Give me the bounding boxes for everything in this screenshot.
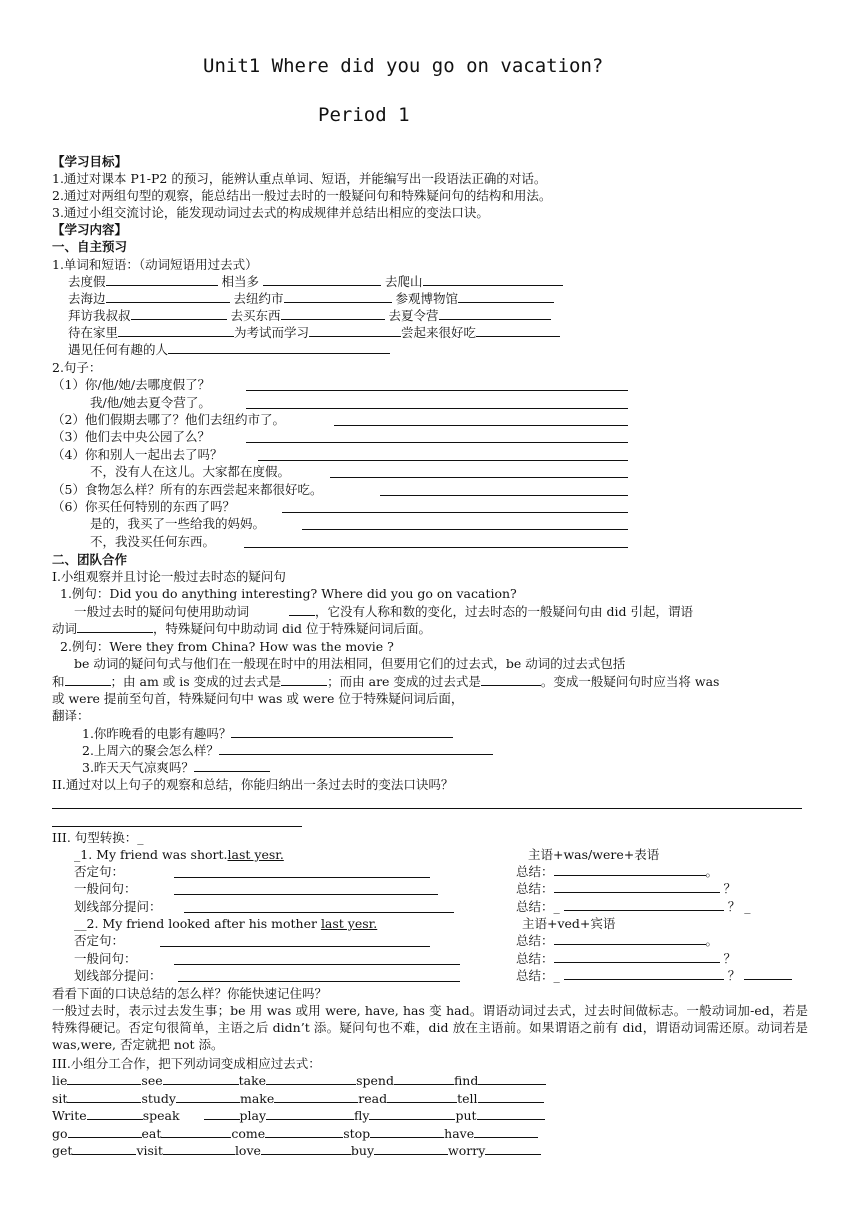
verb-row [52, 1072, 546, 1089]
blank-line[interactable] [168, 341, 390, 354]
text: 总结： [516, 864, 554, 879]
blank-line[interactable] [394, 1072, 454, 1085]
answer-line[interactable] [246, 376, 628, 391]
summary-line: 总结：_ ？ _ [516, 899, 751, 914]
text: 1.你昨晚看的电影有趣吗？ [82, 726, 232, 741]
verb: buy [350, 1143, 375, 1158]
vocab-item: 去海边 [68, 291, 106, 306]
answer-line[interactable] [184, 898, 454, 913]
verb: put [455, 1108, 477, 1123]
answer-line[interactable] [174, 863, 430, 878]
goal-1: 1.通过对课本 P1-P2 的预习，能辨认重点单词、短语，并能编写出一段语法正确的对话。 [52, 171, 547, 186]
text: ，特殊疑问句中助动词 did 位于特殊疑问词后面。 [153, 621, 431, 636]
verb: see [141, 1073, 163, 1088]
verb-row [52, 1090, 544, 1107]
vocab-item: 尝起来很好吃 [401, 325, 477, 340]
summary-line: 总结：_ ？ [516, 967, 792, 984]
text: ，它没有人称和数的变化，过去时态的一般疑问句由 did 引起，谓语 [315, 604, 693, 619]
verb: lie [52, 1073, 68, 1088]
blank-line[interactable] [478, 1090, 544, 1103]
blank-line[interactable] [439, 307, 551, 320]
blank-line[interactable] [309, 324, 401, 337]
blank-line[interactable] [176, 1090, 240, 1103]
blank-line[interactable] [474, 1125, 538, 1138]
verb: take [238, 1073, 267, 1088]
verb: love [234, 1143, 261, 1158]
blank-line[interactable] [263, 273, 381, 286]
yes-q-label: 一般问句： [74, 881, 137, 896]
answer-line[interactable] [330, 463, 628, 478]
blank-line[interactable] [554, 932, 706, 945]
text: 总结： [516, 881, 554, 896]
blank-line[interactable] [554, 880, 720, 893]
blank-line[interactable] [481, 673, 541, 686]
verb: read [358, 1091, 388, 1106]
unit-title: Unit1 Where did you go on vacation? [203, 55, 604, 77]
answer-line[interactable] [52, 812, 302, 827]
blank-line[interactable] [554, 950, 720, 963]
answer-line[interactable] [160, 932, 430, 947]
transform-1 [74, 846, 284, 863]
sentence-text: （5）食物怎么样？所有的东西尝起来都很好吃。 [52, 482, 323, 497]
part-q-label: 划线部分提问： [74, 899, 162, 914]
blank-line[interactable] [67, 1072, 141, 1085]
sentence-text: （1）你/他/她/去哪度假了？ [52, 377, 211, 392]
verb: fly [354, 1108, 370, 1123]
paragraph-1-cont [52, 620, 431, 637]
sentence-text: （4）你和别人一起出去了吗？ [52, 447, 223, 462]
verb: Write [52, 1108, 87, 1123]
group-4-title: III.小组分工合作，把下列动词变成相应过去式： [52, 1056, 321, 1071]
verb: get [52, 1143, 73, 1158]
blank-line[interactable] [458, 290, 554, 303]
rule-1: 主语+was/were+表语 [528, 847, 660, 862]
blank-line[interactable] [485, 1142, 541, 1155]
text: ；而由 are 变成的过去式是 [327, 674, 481, 689]
goals-heading: 【学习目标】 [52, 154, 128, 169]
vocab-item: 遇见任何有趣的人 [68, 342, 169, 357]
summary-line [516, 863, 718, 880]
text: 总结： [516, 933, 554, 948]
goal-3: 3.通过小组交流讨论，能发现动词过去式的构成规律并总结出相应的变法口诀。 [52, 205, 489, 220]
blank-line[interactable] [564, 898, 724, 911]
vocab-item: 去夏令营 [388, 308, 439, 323]
text: ；由 am 或 is 变成的过去式是 [110, 674, 282, 689]
text: 。 [705, 933, 719, 948]
verb: play [239, 1108, 267, 1123]
blank-line[interactable] [266, 1072, 356, 1085]
sentence-text: 不，没有人在这儿。大家都在度假。 [90, 464, 291, 479]
vocab-row [68, 290, 554, 307]
verb: tell [457, 1091, 478, 1106]
blank-line[interactable] [65, 673, 111, 686]
paragraph-1 [74, 603, 693, 620]
blank-line[interactable] [478, 1072, 546, 1085]
blank-line[interactable] [274, 1090, 358, 1103]
verb: make [240, 1091, 275, 1106]
blank-line[interactable] [204, 1107, 240, 1120]
summary-line [516, 932, 718, 949]
vocab-item: 拜访我叔叔 [68, 308, 131, 323]
text: 动词 [52, 621, 78, 636]
answer-line[interactable] [302, 515, 628, 530]
translate-label: 翻译： [52, 708, 90, 723]
sentence [90, 533, 215, 550]
verb: stop [343, 1126, 371, 1141]
neg-label: 否定句： [74, 933, 125, 948]
answer-line[interactable] [246, 394, 628, 409]
vocab-item: 去纽约市 [233, 291, 284, 306]
sentence [52, 481, 322, 498]
example-1: 1.例句：Did you do anything interesting? Where did you go on vacation? [60, 586, 517, 601]
sentence [52, 428, 210, 445]
text: 总结： [516, 951, 554, 966]
text: _1. My friend was short. [74, 847, 228, 862]
blank-line[interactable] [261, 1142, 351, 1155]
blank-line[interactable] [131, 307, 227, 320]
vocab-item: 参观博物馆 [395, 291, 459, 306]
text: 2.上周六的聚会怎么样？ [82, 743, 219, 758]
blank-line[interactable] [266, 1107, 354, 1120]
verb: go [52, 1126, 68, 1141]
blank-line[interactable] [163, 1142, 235, 1155]
neg-label: 否定句： [74, 864, 125, 879]
vocab-item: 去买东西 [230, 308, 281, 323]
paragraph-2-end: 或 were 提前至句首，特殊疑问句中 was 或 were 位于特殊疑问词后面， [52, 691, 464, 706]
text: 。 [705, 864, 719, 879]
blank-line[interactable] [118, 324, 234, 337]
verb: worry [448, 1143, 486, 1158]
answer-line[interactable] [258, 446, 628, 461]
vocab-row [68, 307, 551, 324]
answer-line[interactable] [282, 498, 628, 513]
rhyme-text: 一般过去时，表示过去发生事；be 用 was 或用 were, have, has 变 had。谓语动词过去式，过去时间做标志。一般动词加-ed，若是特殊得硬记。否定句很简单，主语之后 didn’t 添。疑问句也不难，did 放在主语前。如果谓语之前有 did，谓语动词需还原。动词若是 was,were, 否定就把 not 添。 [52, 1003, 808, 1052]
text: 总结： [516, 968, 554, 983]
blank-line[interactable] [87, 1107, 143, 1120]
blank-line[interactable] [289, 603, 315, 616]
answer-line[interactable] [174, 950, 460, 965]
blank-line[interactable] [68, 1125, 142, 1138]
summary-line [516, 950, 736, 967]
vocab-item: 去爬山 [384, 274, 423, 289]
sentence [52, 498, 235, 515]
sentence-text: 是的，我买了一些给我的妈妈。 [90, 516, 266, 531]
blank-line[interactable] [281, 307, 385, 320]
vocab-row [68, 341, 390, 358]
section-2-heading: 二、团队合作 [52, 552, 128, 567]
answer-line[interactable] [178, 967, 460, 982]
text: 一般过去时的疑问句使用助动词 [74, 604, 250, 619]
group-1-title: I.小组观察并且讨论一般过去时态的疑问句 [52, 569, 286, 584]
verb: visit [136, 1143, 163, 1158]
summary-line [516, 880, 736, 897]
text: 总结： [516, 899, 554, 914]
rule-2: 主语+ved+宾语 [522, 916, 616, 931]
paragraph-2-cont [52, 673, 719, 690]
goal-2: 2.通过对两组句型的观察，能总结出一般过去时的一般疑问句和特殊疑问句的结构和用法。 [52, 188, 552, 203]
blank-line[interactable] [370, 1125, 444, 1138]
verb-row [52, 1142, 541, 1159]
verb-row [52, 1125, 538, 1142]
blank-line[interactable] [374, 1142, 448, 1155]
blank-line[interactable] [106, 290, 230, 303]
period-title: Period 1 [318, 104, 410, 126]
vocab-row [68, 273, 563, 290]
verb: have [444, 1126, 475, 1141]
sentence-text: （3）他们去中央公园了么？ [52, 429, 210, 444]
blank-line[interactable] [477, 1107, 545, 1120]
text: ？ [723, 881, 737, 896]
sentence-text: 我/他/她去夏令营了。 [90, 395, 211, 410]
blank-line[interactable] [106, 273, 218, 286]
answer-line[interactable] [52, 794, 802, 809]
translate-item [82, 742, 493, 759]
blank-line[interactable] [554, 863, 706, 876]
vocab-item: 去度假 [68, 274, 106, 289]
blank-line[interactable] [369, 1107, 455, 1120]
blank-line[interactable] [77, 620, 153, 633]
underlined-time: last yesr. [320, 916, 378, 931]
blank-line[interactable] [219, 742, 493, 755]
verb: sit [52, 1091, 68, 1106]
sentence [90, 515, 265, 532]
sentence-text: 不，我没买任何东西。 [90, 534, 216, 549]
verb: speak [142, 1108, 180, 1123]
sentence [52, 376, 210, 393]
blank-line[interactable] [564, 967, 724, 980]
text: 。变成一般疑问句时应当将 was [540, 674, 720, 689]
answer-line[interactable] [246, 428, 628, 443]
blank-line[interactable] [161, 1125, 231, 1138]
vocab-row [68, 324, 560, 341]
vocab-item: 为考试而学习 [234, 325, 310, 340]
yes-q-label: 一般问句： [74, 951, 137, 966]
blank-line[interactable] [423, 273, 563, 286]
verb: spend [356, 1073, 394, 1088]
sentence [90, 463, 290, 480]
underlined-time: last yesr. [227, 847, 284, 862]
sentence-text: （6）你买任何特别的东西了吗？ [52, 499, 235, 514]
rhyme-title: 看看下面的口诀总结的怎么样？你能快速记住吗？ [52, 986, 328, 1001]
text: 3.昨天天气凉爽吗？ [82, 760, 194, 775]
text: ？ [727, 968, 741, 983]
verb: come [231, 1126, 266, 1141]
blank-line[interactable] [476, 324, 560, 337]
part-q-label: 划线部分提问： [74, 968, 162, 983]
sentence [52, 411, 285, 428]
verb: eat [141, 1126, 162, 1141]
verb: study [141, 1091, 176, 1106]
sentence-text: （2）他们假期去哪了？他们去纽约市了。 [52, 412, 285, 427]
sentence [90, 394, 211, 411]
verb: find [453, 1073, 479, 1088]
text: 和 [52, 674, 65, 689]
blank-line[interactable] [744, 967, 792, 980]
content-heading: 【学习内容】 [52, 222, 128, 237]
text: ？ [723, 951, 737, 966]
answer-line[interactable] [174, 880, 438, 895]
sentences-title: 2.句子： [52, 360, 102, 375]
paragraph-2: be 动词的疑问句式与他们在一般现在时中的用法相同，但要用它们的过去式，be 动词的过去式包括 [74, 656, 626, 671]
vocab-item: 相当多 [221, 274, 260, 289]
group-2-title: II.通过对以上句子的观察和总结，你能归纳出一条过去时的变法口诀吗？ [52, 777, 454, 792]
text: __2. My friend looked after his mother [74, 916, 321, 931]
example-2: 2.例句：Were they from China? How was the movie ? [60, 639, 394, 654]
blank-line[interactable] [194, 759, 270, 772]
answer-line[interactable] [244, 533, 628, 548]
translate-item [82, 725, 453, 742]
translate-item [82, 759, 270, 776]
blank-line[interactable] [284, 290, 392, 303]
blank-line[interactable] [231, 725, 453, 738]
vocab-item: 待在家里 [68, 325, 119, 340]
blank-line[interactable] [265, 1125, 343, 1138]
blank-line[interactable] [163, 1072, 239, 1085]
transform-2 [74, 915, 377, 932]
blank-line[interactable] [281, 673, 327, 686]
blank-line[interactable] [387, 1090, 457, 1103]
blank-line[interactable] [67, 1090, 141, 1103]
answer-line[interactable] [334, 411, 628, 426]
vocab-title: 1.单词和短语：（动词短语用过去式） [52, 257, 258, 272]
section-1-heading: 一、自主预习 [52, 239, 128, 254]
blank-line[interactable] [72, 1142, 136, 1155]
sentence [52, 446, 222, 463]
verb-row [52, 1107, 545, 1124]
answer-line[interactable] [380, 481, 628, 496]
group-3-title: III. 句型转换：_ [52, 830, 144, 845]
text: ？ [727, 899, 741, 914]
